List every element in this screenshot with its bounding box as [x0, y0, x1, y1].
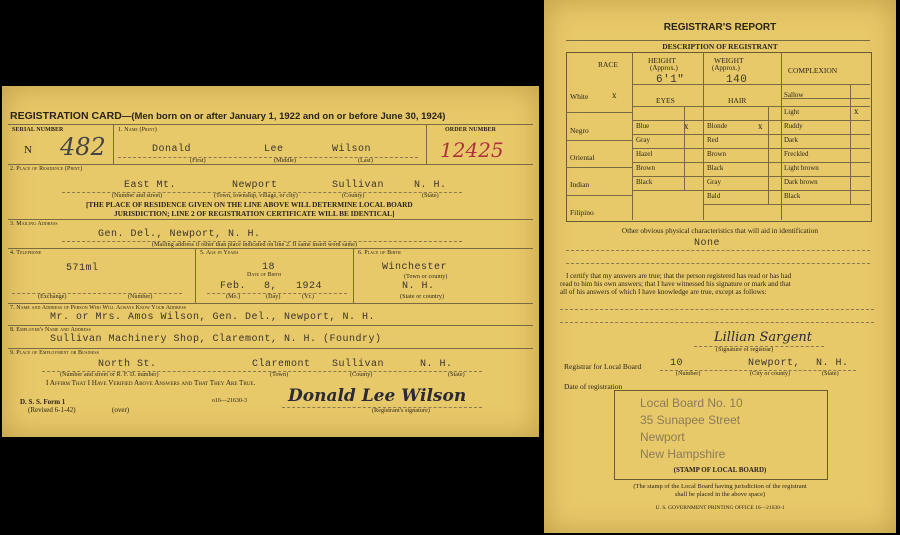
board-state: N. H. — [816, 358, 849, 369]
stamp-note-1: (The stamp of the Local Board having jurisdiction of the registrant — [633, 483, 807, 490]
employer-value: Sullivan Machinery Shop, Claremont, N. H. (Foundry) — [50, 334, 382, 345]
registrar-signature: Lillian Sargent — [714, 330, 813, 345]
employment-town: Claremont — [252, 359, 311, 370]
birthplace-state: N. H. — [402, 281, 435, 292]
race-white-check: x — [612, 90, 617, 100]
complexion-light-check: x — [854, 106, 859, 116]
race-indian: Indian — [570, 180, 590, 189]
stamp-line-3: Newport — [640, 430, 685, 444]
registrar-board-label: Registrar for Local Board — [564, 362, 642, 371]
employment-caption-state: (State) — [448, 372, 465, 378]
certify-line-2: read to him his own answers; that I have witnessed his signature or mark and that — [560, 280, 791, 288]
residence-county: Sullivan — [332, 180, 385, 191]
dob-day: 8, — [264, 281, 278, 292]
race-header: RACE — [598, 60, 619, 69]
hair-blonde: Blonde — [707, 122, 728, 130]
race-oriental: Oriental — [570, 153, 595, 162]
date-of-registration-label: Date of registration — [564, 382, 623, 391]
registration-card-front — [2, 86, 539, 437]
board-city: Newport, — [748, 358, 801, 369]
name-label: 1. Name (Print) — [118, 127, 157, 133]
form-revised: (Revised 6-1-42) — [28, 406, 76, 414]
stamp-line-4: New Hampshire — [640, 447, 726, 461]
other-characteristics-value: None — [694, 238, 721, 249]
complexion-light: Light — [784, 108, 800, 116]
certify-line-1: I certify that my answers are true; that the person registered has read or has had — [566, 272, 792, 280]
dob-year: 1924 — [296, 281, 323, 292]
hair-bald: Bald — [707, 192, 721, 200]
residence-caption-town: (Town, township, village, or city) — [214, 193, 298, 199]
complexion-header: COMPLEXION — [788, 66, 838, 75]
jurisdiction-note-2: JURISDICTION; LINE 2 OF REGISTRATION CERTIFICATE WILL BE IDENTICAL] — [114, 209, 395, 218]
height-header: HEIGHT — [648, 56, 676, 65]
eyes-blue: Blue — [636, 122, 650, 130]
board-caption-city: (City or county) — [750, 371, 791, 377]
hair-red: Red — [707, 136, 719, 144]
hair-gray: Gray — [707, 178, 721, 186]
residence-label: 2. Place of Residence (Print) — [10, 166, 83, 172]
mailing-label: 3. Mailing Address — [10, 221, 58, 227]
name-caption-middle: (Middle) — [274, 158, 297, 164]
stamp-note-2: shall be placed in the above space) — [674, 491, 766, 498]
residence-town: Newport — [232, 180, 278, 191]
height-value: 6'1" — [656, 74, 685, 86]
contact-value: Mr. or Mrs. Amos Wilson, Gen. Del., Newport, N. H. — [50, 312, 376, 323]
weight-value: 140 — [726, 74, 748, 86]
birthplace-town-caption: (Town or county) — [404, 274, 448, 280]
race-filipino: Filipino — [570, 208, 594, 217]
residence-street: East Mt. — [124, 180, 177, 191]
telephone-label: 4. Telephone — [10, 250, 42, 256]
hair-brown: Brown — [707, 150, 727, 158]
age-value: 18 — [262, 262, 276, 273]
hair-blonde-check: x — [758, 121, 763, 131]
hair-black: Black — [707, 164, 724, 172]
complexion-freckled: Freckled — [784, 150, 809, 158]
employment-state: N. H. — [420, 359, 453, 370]
complexion-dark-brown: Dark brown — [784, 178, 818, 186]
mailing-caption: (Mailing address if other than place indicated on line 2. If same insert word same) — [152, 242, 358, 248]
eyes-header: EYES — [656, 96, 675, 105]
stamp-line-1: Local Board No. 10 — [640, 396, 743, 410]
other-characteristics-label: Other obvious physical characteristics that will aid in identification — [621, 226, 819, 235]
order-number: 12425 — [440, 138, 504, 162]
weight-header: WEIGHT — [714, 56, 744, 65]
birthplace-town: Winchester — [382, 262, 448, 273]
employment-street: North St. — [98, 359, 157, 370]
board-caption-state: (State) — [822, 371, 839, 377]
name-caption-last: (Last) — [358, 158, 373, 164]
complexion-black: Black — [784, 192, 801, 200]
residence-caption-street: (Number and street) — [112, 193, 163, 199]
board-caption-number: (Number) — [676, 371, 701, 377]
name-last: Wilson — [332, 144, 372, 155]
complexion-light-brown: Light brown — [784, 164, 819, 172]
telephone-value: 571ml — [66, 263, 99, 274]
signature-caption: (Registrant's signature) — [372, 408, 430, 414]
registration-card-back — [544, 0, 896, 533]
complexion-dark: Dark — [784, 136, 798, 144]
board-number: 10 — [670, 358, 684, 369]
registrars-report-title: REGISTRAR'S REPORT — [663, 22, 777, 33]
eyes-brown: Brown — [636, 164, 656, 172]
eyes-gray: Gray — [636, 136, 650, 144]
race-white: White — [570, 92, 589, 101]
eyes-black: Black — [636, 178, 653, 186]
birthplace-state-caption: (State or country) — [400, 294, 445, 300]
stamp-line-2: 35 Sunapee Street — [640, 413, 741, 427]
employment-caption-town: (Town) — [270, 372, 289, 378]
dob-month: Feb. — [220, 281, 247, 292]
mailing-address: Gen. Del., Newport, N. H. — [98, 229, 261, 240]
print-code: o16—21630-3 — [212, 398, 247, 404]
employer-label: 8. Employer's Name and Address — [10, 327, 91, 333]
employment-county: Sullivan — [332, 359, 385, 370]
telephone-caption-number: (Number) — [128, 294, 153, 300]
telephone-caption-exchange: (Exchange) — [38, 294, 67, 300]
dob-caption-day: (Day) — [266, 294, 281, 300]
complexion-ruddy: Ruddy — [784, 122, 803, 130]
stamp-caption: (STAMP OF LOCAL BOARD) — [673, 466, 767, 474]
jurisdiction-note-1: [THE PLACE OF RESIDENCE GIVEN ON THE LINE ABOVE WILL DETERMINE LOCAL BOARD — [86, 200, 413, 209]
over-note: (over) — [112, 406, 130, 414]
birthplace-label: 6. Place of Birth — [358, 250, 401, 256]
order-number-label: ORDER NUMBER — [445, 127, 497, 133]
certify-line-3: all of his answers of which I have knowledge are true, except as follows: — [560, 288, 767, 296]
description-header: DESCRIPTION OF REGISTRANT — [662, 42, 778, 51]
hair-header: HAIR — [728, 96, 747, 105]
dob-caption-month: (Mo.) — [226, 294, 241, 300]
name-first: Donald — [152, 144, 192, 155]
weight-sub: (Approx.) — [712, 64, 740, 72]
employment-caption-street: (Number and street or R. F. D. number) — [60, 372, 159, 378]
age-label: 5. Age in Years — [200, 250, 239, 256]
dob-caption-year: (Yr.) — [302, 294, 314, 300]
complexion-sallow: Sallow — [784, 91, 804, 99]
residence-caption-state: (State) — [422, 193, 439, 199]
card-title: REGISTRATION CARD—(Men born on or after January 1, 1922 and on or before June 30, 1924) — [10, 110, 446, 122]
eyes-blue-check: x — [684, 121, 689, 131]
residence-state: N. H. — [414, 180, 447, 191]
serial-number-label: SERIAL NUMBER — [12, 127, 64, 133]
race-negro: Negro — [570, 126, 589, 135]
affirm-statement: I Affirm That I Have Verified Above Answers and That They Are True. — [46, 379, 256, 387]
employment-label: 9. Place of Employment or Business — [10, 350, 100, 356]
dob-label: Date of Birth — [247, 272, 282, 278]
employment-caption-county: (County) — [350, 372, 373, 378]
eyes-hazel: Hazel — [636, 150, 653, 158]
printing-office-footer: U. S. GOVERNMENT PRINTING OFFICE 16—21630-1 — [655, 505, 785, 511]
registrar-signature-caption: (Signature of registrar) — [716, 347, 774, 353]
serial-prefix: N — [24, 144, 32, 156]
name-caption-first: (First) — [190, 158, 206, 164]
contact-label: 7. Name and Address of Person Who Will Always Know Your Address — [10, 305, 187, 311]
serial-number: 482 — [60, 133, 106, 161]
height-sub: (Approx.) — [650, 64, 678, 72]
registrant-signature: Donald Lee Wilson — [288, 386, 467, 406]
name-middle: Lee — [264, 144, 284, 155]
form-number: D. S. S. Form 1 — [20, 398, 66, 406]
residence-caption-county: (County) — [342, 193, 365, 199]
